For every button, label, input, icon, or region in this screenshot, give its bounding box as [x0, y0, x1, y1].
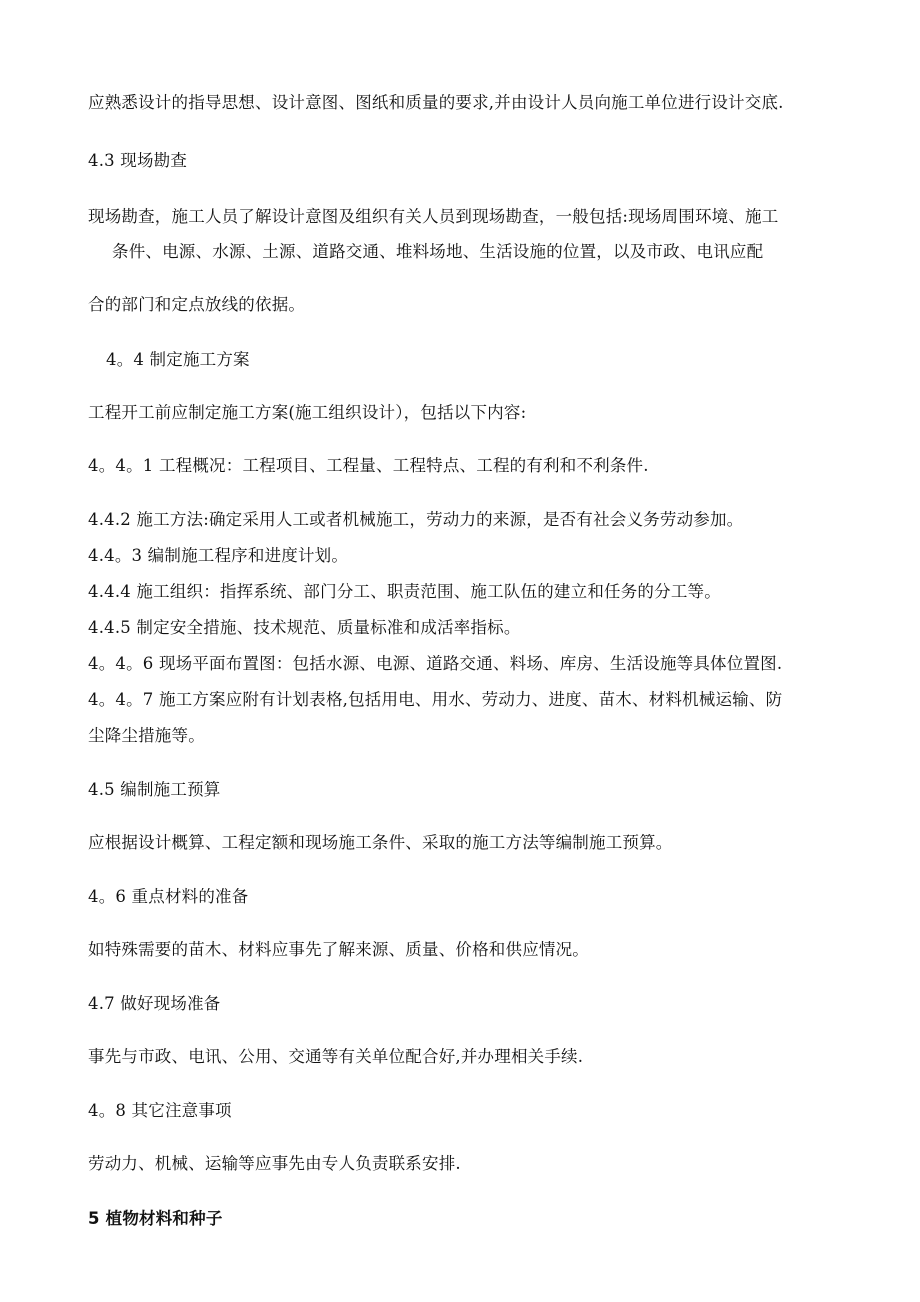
text-line: 4.4.5 制定安全措施、技术规范、质量标准和成活率指标。 — [88, 618, 521, 637]
text-line: 条件、电源、水源、土源、道路交通、堆料场地、生活设施的位置，以及市政、电讯应配 — [112, 242, 764, 261]
text-line: 4.4.2 施工方法:确定采用人工或者机械施工，劳动力的来源，是否有社会义务劳动参加。 — [88, 510, 744, 529]
text-line: 4。4。7 施工方案应附有计划表格,包括用电、用水、劳动力、进度、苗木、材料机械运输、防 — [88, 690, 783, 709]
text-line: 合的部门和定点放线的依据。 — [88, 295, 306, 314]
section-heading: 4。6 重点材料的准备 — [88, 887, 249, 906]
text-line: 4。4。1 工程概况：工程项目、工程量、工程特点、工程的有利和不利条件. — [88, 456, 649, 475]
text-line: 4.4.4 施工组织：指挥系统、部门分工、职责范围、施工队伍的建立和任务的分工等。 — [88, 582, 721, 601]
text-line: 如特殊需要的苗木、材料应事先了解来源、质量、价格和供应情况。 — [88, 940, 589, 959]
text-line: 尘降尘措施等。 — [88, 726, 205, 745]
section-heading: 4。4 制定施工方案 — [106, 350, 250, 369]
section-heading: 4。8 其它注意事项 — [88, 1101, 232, 1120]
text-line: 4.4。3 编制施工程序和进度计划。 — [88, 546, 349, 565]
chapter-heading: 5 植物材料和种子 — [88, 1209, 223, 1228]
text-line: 劳动力、机械、运输等应事先由专人负责联系安排. — [88, 1154, 461, 1173]
text-line: 4。4。6 现场平面布置图：包括水源、电源、道路交通、料场、库房、生活设施等具体位置图. — [88, 654, 783, 673]
section-heading: 4.3 现场勘查 — [88, 151, 188, 170]
text-line: 应根据设计概算、工程定额和现场施工条件、采取的施工方法等编制施工预算。 — [88, 833, 673, 852]
text-line: 工程开工前应制定施工方案(施工组织设计），包括以下内容: — [88, 403, 527, 422]
text-line: 现场勘查，施工人员了解设计意图及组织有关人员到现场勘查，一般包括:现场周围环境、施工 — [88, 207, 779, 226]
section-heading: 4.5 编制施工预算 — [88, 780, 221, 799]
text-line: 应熟悉设计的指导思想、设计意图、图纸和质量的要求,并由设计人员向施工单位进行设计交底. — [88, 93, 784, 112]
section-heading: 4.7 做好现场准备 — [88, 994, 221, 1013]
text-line: 事先与市政、电讯、公用、交通等有关单位配合好,并办理相关手续. — [88, 1047, 584, 1066]
